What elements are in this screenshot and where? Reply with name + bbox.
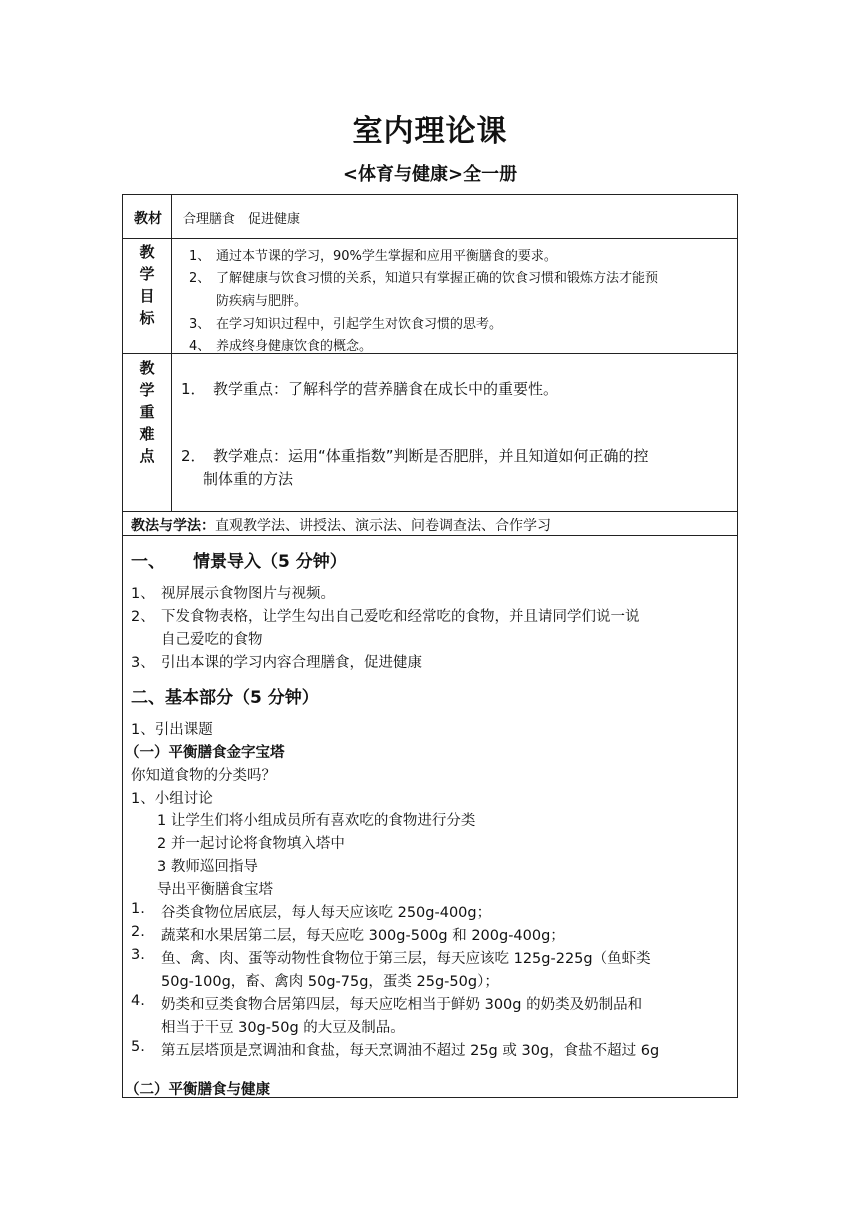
column-divider [171,195,172,511]
section1-heading-text: 情景导入（5 分钟） [193,552,347,572]
intro-item-text: 引出本课的学习内容合理膳食，促进健康 [161,655,422,671]
section2-heading: 二、基本部分（5 分钟） [131,688,319,708]
goal-number: 2、 [189,271,211,286]
goal-number: 3、 [189,317,211,332]
question-text: 你知道食物的分类吗？ [131,768,276,784]
goals-label-char: 标 [139,309,155,327]
goal-text: 养成终身健康饮食的概念。 [216,339,373,354]
layer-number: 2. [131,924,145,940]
discussion-step: 3 教师巡回指导 [157,859,258,875]
layer-number: 3. [131,947,145,963]
layer-number: 4. [131,993,145,1009]
intro-item-text: 自己爱吃的食物 [161,632,263,648]
discussion-step: 2 并一起讨论将食物填入塔中 [157,836,345,852]
goal-text: 在学习知识过程中，引起学生对饮食习惯的思考。 [216,317,503,332]
layer-text: 相当于干豆 30g-50g 的大豆及制品。 [161,1020,405,1036]
intro-item-text: 下发食物表格，让学生勾出自己爱吃和经常吃的食物，并且请同学们说一说 [161,609,640,625]
layer-number: 5. [131,1039,145,1055]
layer-text: 蔬菜和水果居第二层，每天应吃 300g-500g 和 200g-400g； [161,928,565,944]
discussion-step: 导出平衡膳食宝塔 [157,882,273,898]
layer-text: 50g-100g，畜、禽肉 50g-75g，蛋类 25g-50g）； [161,974,499,990]
intro-item-number: 1、 [131,586,155,602]
section1-heading [131,547,347,572]
row-divider [123,511,737,512]
goals-label-char: 学 [139,265,155,283]
discussion-step: 1 让学生们将小组成员所有喜欢吃的食物进行分类 [157,813,476,829]
keypoint-number: 2． [181,447,206,465]
row-divider [123,238,737,239]
page-title: 室内理论课 [352,114,508,149]
intro-item-text: 视屏展示食物图片与视频。 [161,586,335,602]
keypoints-label-char: 重 [139,403,155,421]
keypoint-text: 教学难点：运用“体重指数”判断是否肥胖，并且知道如何正确的控 [213,447,649,465]
row-divider [123,535,737,536]
keypoints-label [123,357,171,467]
methods-label: 教法与学法： [131,518,215,534]
material-label: 教材 [134,211,162,227]
goal-text: 防疾病与肥胖。 [216,294,308,309]
keypoints-label-char: 点 [139,447,155,465]
keypoint-text: 教学重点：了解科学的营养膳食在成长中的重要性。 [213,380,559,398]
layer-number: 1. [131,901,145,917]
goal-text: 通过本节课的学习，90%学生掌握和应用平衡膳食的要求。 [216,249,557,264]
layer-text: 鱼、禽、肉、蛋等动物性食物位于第三层，每天应该吃 125g-225g（鱼虾类 [161,951,651,967]
keypoints-label-char: 学 [139,381,155,399]
methods-row [131,515,551,535]
intro-item-number: 3、 [131,655,155,671]
intro-item-number: 2、 [131,609,155,625]
keypoint-text: 制体重的方法 [203,470,294,488]
material-value: 合理膳食 促进健康 [183,212,301,227]
goals-label-char: 教 [139,243,155,261]
lesson-table [122,194,738,1098]
goals-label [123,241,171,329]
goals-label-char: 目 [139,287,155,305]
layer-text: 奶类和豆类食物合居第四层，每天应吃相当于鲜奶 300g 的奶类及奶制品和 [161,997,643,1013]
keypoints-label-char: 难 [139,425,155,443]
goal-text: 了解健康与饮食习惯的关系，知道只有掌握正确的饮食习惯和锻炼方法才能预 [216,271,659,286]
section1-heading-number: 一、 [131,552,165,572]
layer-text: 第五层塔顶是烹调油和食盐，每天烹调油不超过 25g 或 30g，食盐不超过 6g [161,1043,660,1059]
keypoint-number: 1． [181,380,206,398]
section2-intro: 1、引出课题 [131,722,213,738]
layer-text: 谷类食物位居底层，每人每天应该吃 250g-400g； [161,905,492,921]
goal-number: 4、 [189,339,211,354]
page-subtitle: <体育与健康>全一册 [342,164,518,185]
discussion-heading: 1、小组讨论 [131,791,213,807]
methods-value: 直观教学法、讲授法、演示法、问卷调查法、合作学习 [215,518,551,534]
subheading-health: （二）平衡膳食与健康 [125,1082,270,1098]
subheading-pyramid: （一）平衡膳食金字宝塔 [125,745,285,761]
keypoints-label-char: 教 [139,359,155,377]
goal-number: 1、 [189,249,211,264]
